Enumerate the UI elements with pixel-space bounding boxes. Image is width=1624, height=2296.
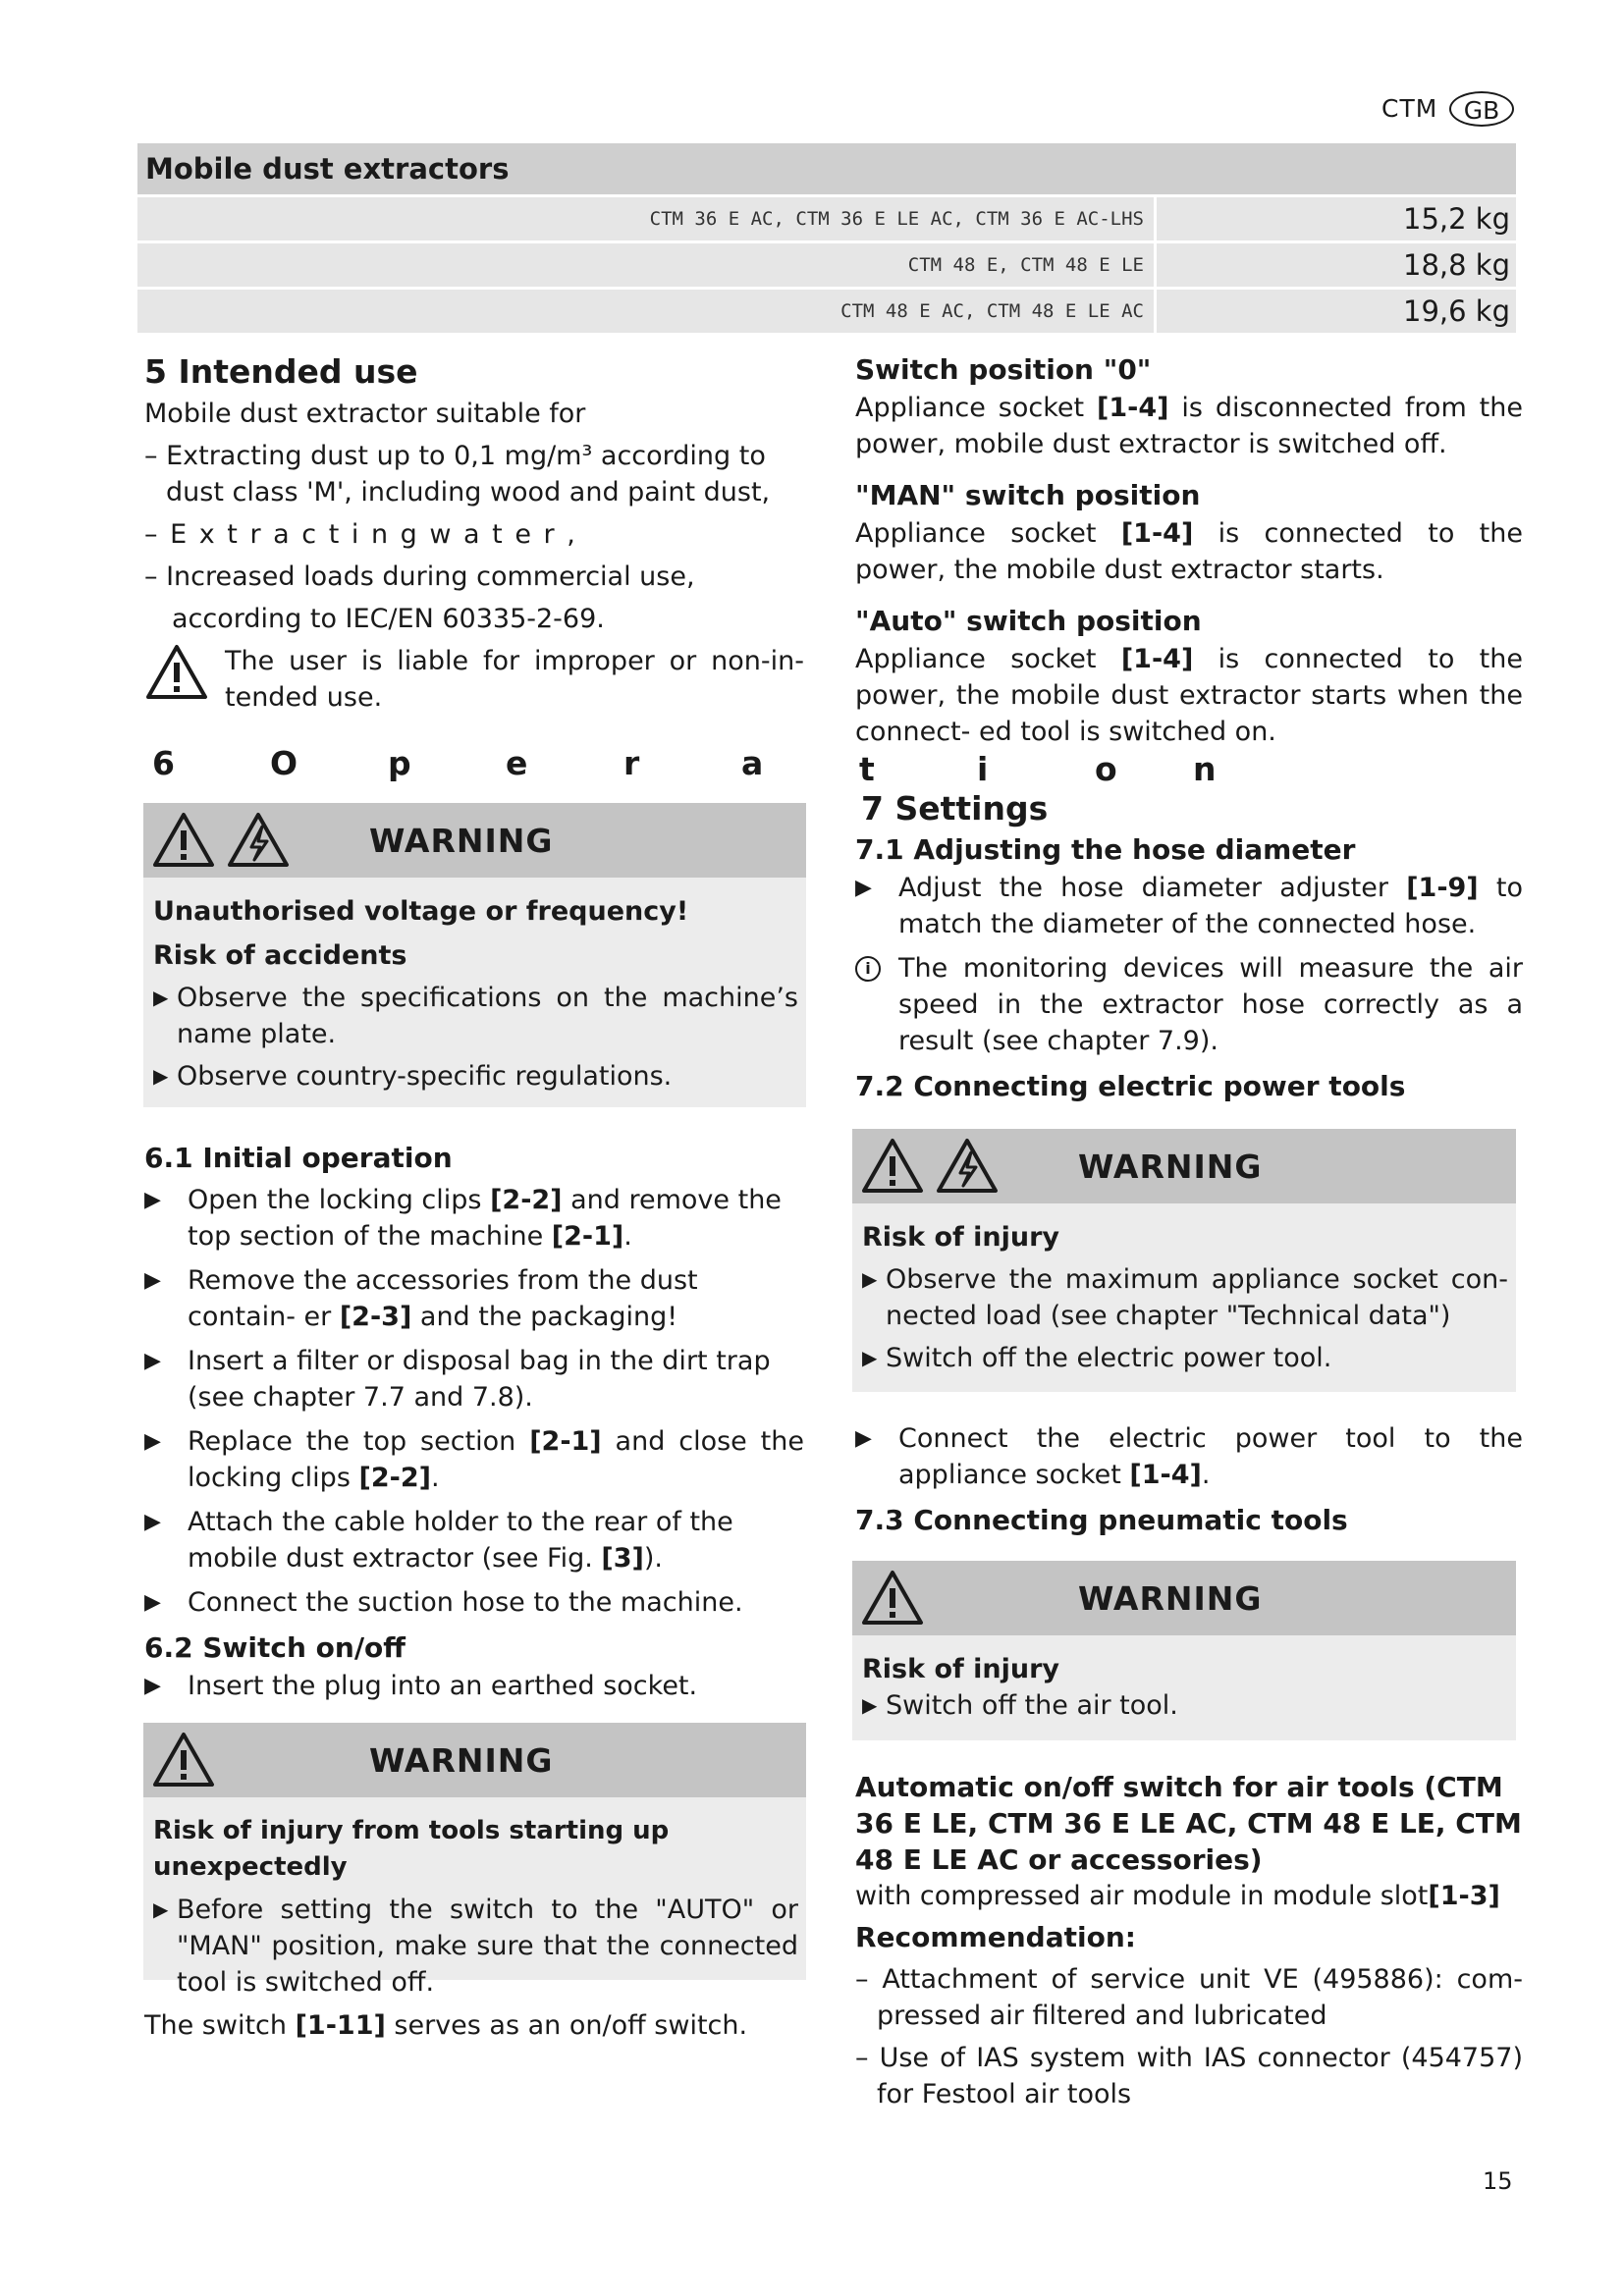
table-cell-models: CTM 36 E AC, CTM 36 E LE AC, CTM 36 E AC-LHS — [137, 197, 1154, 240]
switch-text: Appliance socket [1-4] is connected to the power, the mobile dust extractor starts when the connect- ed tool is switched on. — [855, 644, 1523, 747]
switch-text: The switch [1-11] serves as an on/off switch. — [144, 2010, 748, 2041]
operation-heading — [147, 744, 1247, 793]
heading-letter: O — [270, 744, 298, 782]
list-item: – Extracting dust up to 0,1 mg/m³ according to dust class 'M', including wood and paint dust, — [144, 441, 771, 507]
liability-note — [144, 643, 804, 716]
table-cell-models: CTM 48 E AC, CTM 48 E LE AC — [137, 290, 1154, 333]
warning-bullet: ▶ Observe country-specific regulations. — [153, 1058, 798, 1095]
list-item: ▶ Open the locking clips [2-2] and remove the top section of the machine [2-1]. — [144, 1182, 804, 1255]
section-settings — [855, 787, 1523, 1106]
section-title: 6.2 Switch on/off — [144, 1631, 406, 1664]
bullet-arrow-icon: ▶ — [144, 1674, 161, 1698]
section-title: 7.1 Adjusting the hose diameter — [855, 833, 1356, 866]
warning-bullet: ▶ Switch off the air tool. — [862, 1687, 1508, 1724]
bullet-arrow-icon: ▶ — [144, 1429, 161, 1454]
bullet-arrow-icon: ▶ — [855, 1426, 872, 1451]
warning-bullet: ▶ Switch off the electric power tool. — [862, 1340, 1508, 1376]
heading-letter: n — [1193, 750, 1217, 788]
weights-table — [137, 143, 1516, 333]
section-title: 5 Intended use — [144, 352, 418, 391]
warning-box-electric-tools — [852, 1129, 1516, 1392]
list-item: – Attachment of service unit VE (495886): com- pressed air filtered and lubricated — [855, 1964, 1523, 2031]
warning-heading: Risk of injury — [862, 1222, 1060, 1253]
bullet-arrow-icon: ▶ — [144, 1590, 161, 1615]
warning-label: WARNING — [369, 821, 554, 860]
warning-bullet: ▶ Observe the maximum appliance socket con- nected load (see chapter "Technical data") — [862, 1261, 1508, 1334]
section-title: 7.2 Connecting electric power tools — [855, 1070, 1406, 1102]
section-initial-operation — [144, 1139, 804, 1712]
bullet-arrow-icon: ▶ — [144, 1349, 161, 1373]
bullet-arrow-icon: ▶ — [153, 1897, 169, 1921]
table-row — [137, 290, 1516, 333]
warning-label: WARNING — [1078, 1147, 1263, 1186]
table-row — [137, 197, 1516, 240]
bullet-arrow-icon: ▶ — [862, 1267, 878, 1291]
section-title: Automatic on/off switch for air tools (CTM 36 E LE, CTM 36 E LE AC, CTM 48 E LE, CTM 48 E LE AC or accessories) — [855, 1771, 1522, 1876]
warning-heading: Risk of injury — [862, 1654, 1060, 1684]
warning-triangle-icon — [860, 1569, 925, 1628]
list-item: ▶ Replace the top section [2-1] and close the locking clips [2-2]. — [144, 1423, 804, 1496]
list-item: ▶ Connect the suction hose to the machine. — [144, 1584, 804, 1621]
warning-heading: Unauthorised voltage or frequency! — [153, 896, 689, 927]
list-item: ▶ Connect the electric power tool to the appliance socket [1-4]. — [855, 1420, 1523, 1493]
warning-label: WARNING — [369, 1740, 554, 1780]
section-title: "MAN" switch position — [855, 479, 1201, 511]
page-number: 15 — [1483, 2167, 1513, 2195]
section-title: Switch position "0" — [855, 353, 1152, 386]
table-cell-weight: 19,6 kg — [1157, 290, 1516, 333]
section-title: 6.1 Initial operation — [144, 1142, 453, 1174]
section-air-tool-switch — [855, 1769, 1523, 2112]
country-badge: GB — [1449, 91, 1514, 127]
list-item: – Use of IAS system with IAS connector (454757) for Festool air tools — [855, 2043, 1523, 2109]
warning-label: WARNING — [1078, 1578, 1263, 1618]
warning-subheading: Risk of accidents — [153, 940, 407, 971]
warning-triangle-icon — [860, 1137, 925, 1196]
info-note: i The monitoring devices will measure the air speed in the extractor hose correctly as a result (see chapter 7.9). — [855, 950, 1523, 1059]
list-item: ▶ Insert a filter or disposal bag in the dirt trap (see chapter 7.7 and 7.8). — [144, 1343, 804, 1415]
bullet-arrow-icon: ▶ — [153, 986, 169, 1009]
warning-triangle-icon — [144, 643, 225, 716]
list-item: ▶ Insert the plug into an earthed socket. — [144, 1668, 804, 1704]
table-row — [137, 243, 1516, 287]
warning-bullet: ▶ Before setting the switch to the "AUTO" or "MAN" position, make sure that the connected tool is switched off. — [153, 1892, 798, 2001]
heading-letter: r — [623, 744, 640, 782]
warning-bullet: ▶ Observe the specifications on the machine’s name plate. — [153, 980, 798, 1052]
section-switch-positions — [855, 350, 1523, 750]
section-title: 7 Settings — [861, 789, 1049, 828]
section-intended-use — [144, 350, 804, 716]
intro-text: Mobile dust extractor suitable for — [144, 399, 586, 429]
heading-letter: a — [741, 744, 764, 782]
bullet-arrow-icon: ▶ — [153, 1064, 169, 1088]
warning-box-unexpected-start — [143, 1723, 806, 1998]
heading-letter: e — [506, 744, 528, 782]
norm-text: according to IEC/EN 60335-2-69. — [172, 604, 605, 634]
warning-box-pneumatic — [852, 1561, 1516, 1740]
section-title: 7.3 Connecting pneumatic tools — [855, 1504, 1348, 1536]
section-title: "Auto" switch position — [855, 605, 1202, 637]
warning-box-voltage — [143, 803, 806, 1107]
bullet-arrow-icon: ▶ — [144, 1510, 161, 1534]
weights-table-title: Mobile dust extractors — [137, 143, 1516, 194]
list-item: – Increased loads during commercial use, — [144, 561, 695, 592]
warning-header — [143, 1723, 806, 1797]
switch-text: Appliance socket [1-4] is disconnected from the power, mobile dust extractor is switched off. — [855, 393, 1523, 459]
warning-triangle-icon — [151, 811, 216, 870]
electric-hazard-icon — [226, 811, 291, 870]
warning-header — [143, 803, 806, 878]
bullet-arrow-icon: ▶ — [855, 876, 872, 900]
liability-text: The user is liable for improper or non-in- tended use. — [225, 646, 804, 713]
bullet-arrow-icon: ▶ — [144, 1188, 161, 1212]
warning-header — [852, 1561, 1516, 1635]
warning-triangle-icon — [151, 1731, 216, 1789]
table-cell-models: CTM 48 E, CTM 48 E LE — [137, 243, 1154, 287]
bullet-arrow-icon: ▶ — [144, 1268, 161, 1293]
warning-heading: Risk of injury from tools starting up unexpectedly — [153, 1816, 670, 1882]
switch-text: Appliance socket [1-4] is connected to the power, the mobile dust extractor starts. — [855, 518, 1523, 585]
heading-letter: p — [388, 744, 411, 782]
list-item: ▶ Adjust the hose diameter adjuster [1-9] to match the diameter of the connected hose. — [855, 870, 1523, 942]
electric-hazard-icon — [935, 1137, 1000, 1196]
bullet-arrow-icon: ▶ — [862, 1346, 878, 1369]
heading-letter: o — [1095, 750, 1117, 788]
heading-letter: i — [977, 750, 989, 788]
list-item: – E x t r a c t i n g w a t e r , — [144, 519, 577, 550]
list-item: ▶ Remove the accessories from the dust contain- er [2-3] and the packaging! — [144, 1262, 804, 1335]
bullet-arrow-icon: ▶ — [862, 1693, 878, 1717]
module-text: with compressed air module in module slot[1-3] — [855, 1881, 1500, 1911]
heading-letter: 6 — [152, 744, 175, 782]
recommendation-title: Recommendation: — [855, 1921, 1136, 1953]
section-connect-tools — [855, 1420, 1523, 1540]
table-cell-weight: 15,2 kg — [1157, 197, 1516, 240]
table-cell-weight: 18,8 kg — [1157, 243, 1516, 287]
list-item: ▶ Attach the cable holder to the rear of the mobile dust extractor (see Fig. [3]). — [144, 1504, 804, 1576]
header-model: CTM — [1381, 94, 1438, 123]
heading-letter: t — [859, 750, 875, 788]
warning-header — [852, 1129, 1516, 1203]
info-icon: i — [855, 956, 881, 982]
